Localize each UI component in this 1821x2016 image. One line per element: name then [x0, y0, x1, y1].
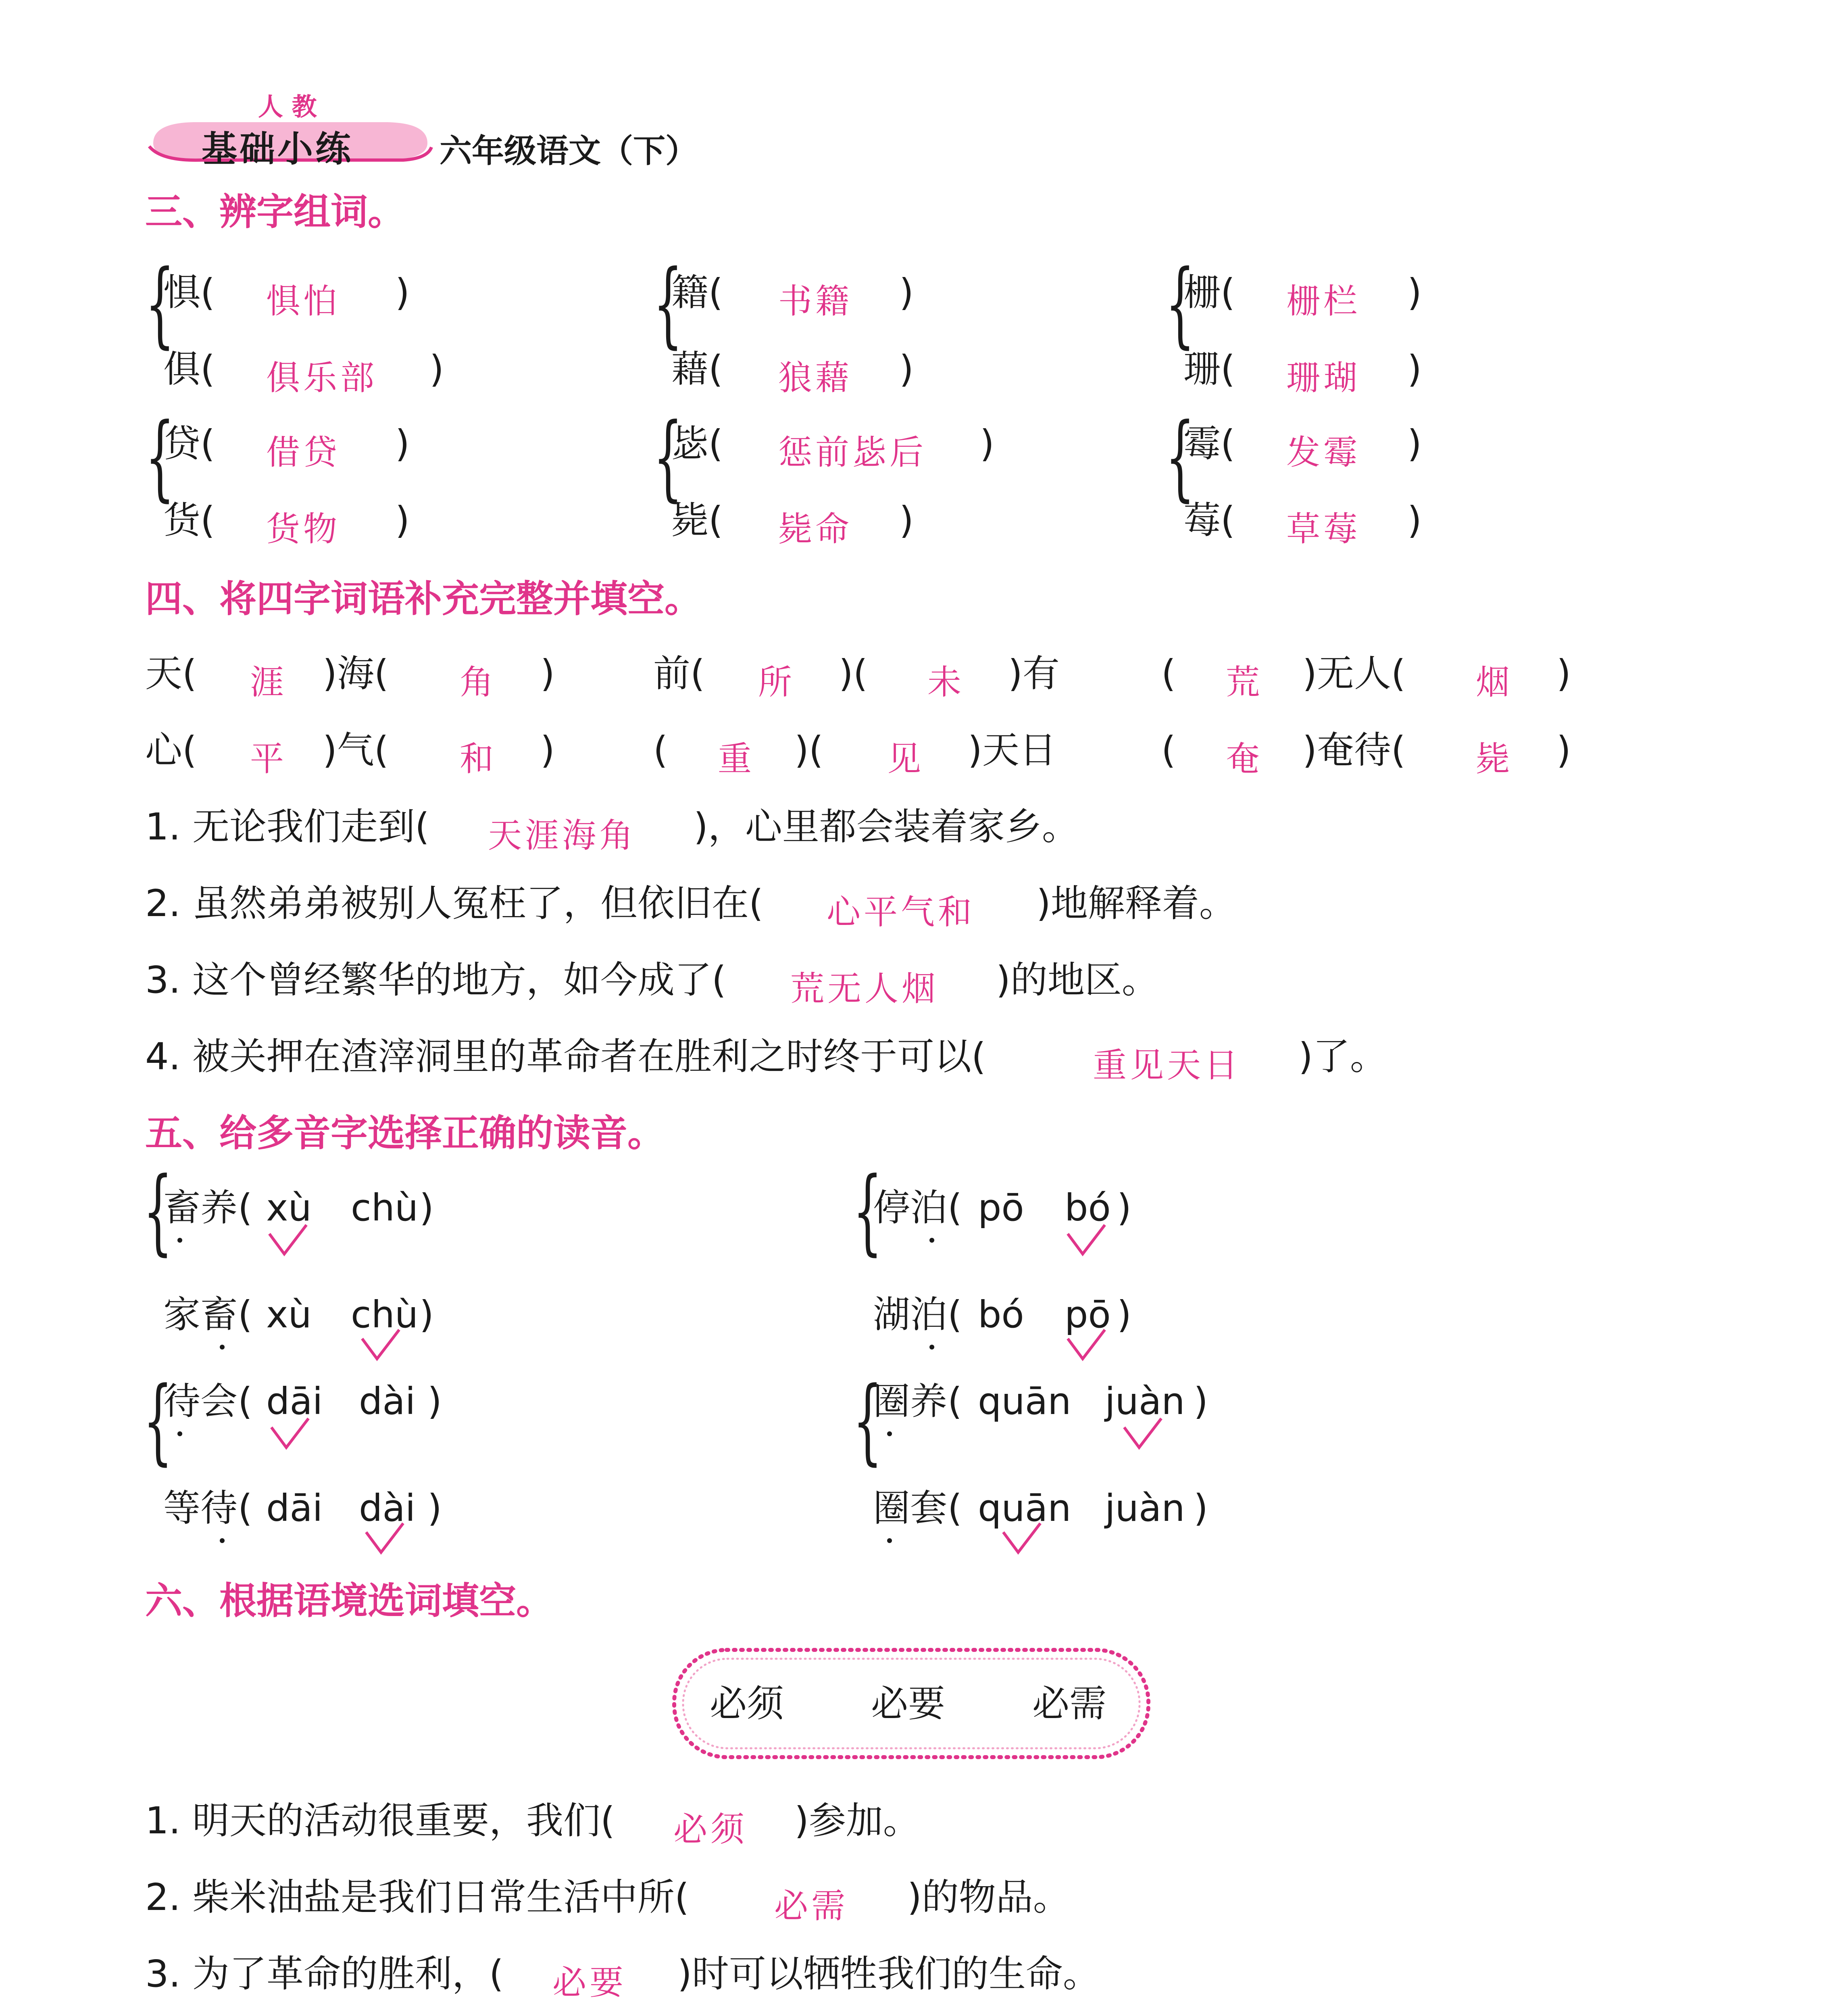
answer: 惩前毖后: [778, 433, 927, 472]
answer: 和: [460, 739, 497, 779]
idiom-text: 天(: [145, 652, 197, 695]
pinyin-option: xù: [266, 1186, 312, 1229]
answer: 惧怕: [266, 281, 341, 321]
idiom-text: )气(: [323, 729, 389, 772]
pinyin-option: bó: [978, 1293, 1024, 1336]
polyphone-word: 圈养: [873, 1380, 948, 1423]
answer: 栅栏: [1286, 281, 1361, 321]
check-icon: [268, 1415, 313, 1452]
edition-label: 人 教: [258, 92, 317, 121]
answer: 荒无人烟: [790, 969, 939, 1008]
answer: 所: [758, 662, 796, 702]
answer: 必须: [673, 1810, 748, 1849]
close-paren: ): [899, 348, 914, 391]
answer: 必要: [552, 1963, 627, 2002]
brace-icon: {: [853, 1367, 883, 1475]
emphasis-dot: [220, 1538, 225, 1543]
sentence-text: 4. 被关押在渣滓洞里的革命者在胜利之时终于可以(: [145, 1035, 986, 1078]
answer: 书籍: [778, 281, 853, 321]
answer: 心平气和: [827, 892, 975, 932]
idiom-text: )(: [794, 729, 823, 772]
answer: 发霉: [1286, 433, 1361, 472]
check-icon: [266, 1222, 310, 1258]
answer: 烟: [1476, 662, 1513, 702]
char-label: 货(: [163, 499, 215, 542]
sentence-text: )时可以牺牲我们的生命。: [677, 1952, 1100, 1995]
sentence-text: 2. 柴米油盐是我们日常生活中所(: [145, 1876, 689, 1919]
pinyin-option: pō: [978, 1186, 1024, 1229]
sentence-text: )的物品。: [907, 1876, 1070, 1919]
answer: 重: [718, 739, 755, 779]
polyphone-word: 等待: [163, 1487, 238, 1530]
pinyin-option: chù: [351, 1293, 419, 1336]
pinyin-option: dài: [359, 1380, 416, 1423]
close-paren: ): [1407, 271, 1422, 314]
close-paren: ): [1407, 422, 1422, 465]
sentence-text: )地解释着。: [1036, 882, 1236, 925]
char-label: 栅(: [1183, 271, 1235, 314]
idiom-text: )有: [1008, 652, 1060, 695]
close-paren: ): [395, 499, 410, 542]
pinyin-option: dāi: [266, 1487, 323, 1530]
section-4-title: 四、将四字词语补充完整并填空。: [145, 577, 702, 621]
check-icon: [1065, 1222, 1109, 1258]
close-paren: ): [1407, 348, 1422, 391]
polyphone-word: 圈套: [873, 1487, 948, 1530]
char-label: 藉(: [671, 348, 723, 391]
pinyin-option: bó: [1065, 1186, 1111, 1229]
emphasis-dot: [929, 1238, 934, 1243]
idiom-text: (: [653, 729, 668, 772]
close-paren: ): [395, 422, 410, 465]
answer: 借贷: [266, 433, 341, 472]
brace-icon: {: [653, 250, 683, 358]
word-option: 必需: [1032, 1682, 1107, 1725]
sentence-text: )，心里都会装着家乡。: [694, 805, 1079, 848]
sentence-text: )了。: [1298, 1035, 1387, 1078]
answer: 俱乐部: [266, 358, 378, 398]
char-label: 籍(: [671, 271, 723, 314]
answer: 奄: [1226, 739, 1263, 779]
answer: 荒: [1226, 662, 1263, 702]
close-paren: ): [899, 271, 914, 314]
idiom-text: 前(: [653, 652, 705, 695]
brace-icon: {: [853, 1158, 883, 1265]
emphasis-dot: [887, 1431, 892, 1436]
check-icon: [1065, 1327, 1109, 1363]
emphasis-dot: [177, 1431, 182, 1436]
section-5-title: 五、给多音字选择正确的读音。: [145, 1112, 665, 1155]
answer: 天涯海角: [488, 816, 637, 855]
pinyin-option: pō: [1065, 1293, 1111, 1336]
close-paren: ): [899, 499, 914, 542]
answer: 平: [250, 739, 288, 779]
idiom-text: )天日: [968, 729, 1056, 772]
idiom-text: ): [1556, 729, 1571, 772]
answer: 涯: [250, 662, 288, 702]
idiom-text: ): [540, 729, 555, 772]
answer: 狼藉: [778, 358, 853, 398]
close-paren: ): [395, 271, 410, 314]
brace-icon: {: [143, 1158, 173, 1265]
section-6-title: 六、根据语境选词填空。: [145, 1579, 554, 1622]
emphasis-dot: [887, 1538, 892, 1543]
sentence-text: 1. 明天的活动很重要，我们(: [145, 1799, 615, 1842]
char-label: 贷(: [163, 422, 215, 465]
brace-icon: {: [1165, 404, 1195, 511]
emphasis-dot: [220, 1345, 225, 1350]
answer: 见: [887, 739, 925, 779]
sentence-text: )参加。: [794, 1799, 920, 1842]
brace-icon: {: [653, 404, 683, 511]
brace-icon: {: [143, 1367, 173, 1475]
char-label: 毖(: [671, 422, 723, 465]
sentence-text: 3. 为了革命的胜利，(: [145, 1952, 504, 1995]
emphasis-dot: [177, 1238, 182, 1243]
close-paren: ): [429, 348, 444, 391]
idiom-text: ): [540, 652, 555, 695]
polyphone-word: 畜养: [163, 1186, 238, 1229]
char-label: 霉(: [1183, 422, 1235, 465]
answer: 重见天日: [1093, 1045, 1242, 1085]
pinyin-option: juàn: [1105, 1380, 1185, 1423]
close-paren: ): [980, 422, 994, 465]
idiom-text: (: [1161, 729, 1176, 772]
check-icon: [359, 1327, 403, 1363]
char-label: 毙(: [671, 499, 723, 542]
polyphone-word: 停泊: [873, 1186, 948, 1229]
answer: 草莓: [1286, 509, 1361, 549]
brace-icon: {: [145, 250, 175, 358]
idiom-text: )无人(: [1302, 652, 1406, 695]
close-paren: ): [1407, 499, 1422, 542]
pinyin-option: chù: [351, 1186, 419, 1229]
answer: 未: [927, 662, 965, 702]
idiom-text: (: [1161, 652, 1176, 695]
pinyin-option: dāi: [266, 1380, 323, 1423]
idiom-text: )(: [839, 652, 868, 695]
section-3-title: 三、辨字组词。: [145, 190, 405, 233]
polyphone-word: 待会: [163, 1380, 238, 1423]
idiom-text: ): [1556, 652, 1571, 695]
pinyin-option: dài: [359, 1487, 416, 1530]
pinyin-option: xù: [266, 1293, 312, 1336]
polyphone-word: 家畜: [163, 1293, 238, 1336]
brace-icon: {: [1165, 250, 1195, 358]
sentence-text: 3. 这个曾经繁华的地方，如今成了(: [145, 958, 726, 1002]
pinyin-option: quān: [978, 1380, 1071, 1423]
answer: 毙命: [778, 509, 853, 549]
book-title: 六年级语文（下）: [440, 132, 698, 170]
char-label: 惧(: [163, 271, 215, 314]
brace-icon: {: [145, 404, 175, 511]
emphasis-dot: [929, 1345, 934, 1350]
pinyin-option: juàn: [1105, 1487, 1185, 1530]
series-title: 基础小练: [202, 128, 354, 170]
check-icon: [363, 1520, 407, 1556]
sentence-text: )的地区。: [996, 958, 1159, 1002]
answer: 角: [460, 662, 497, 702]
word-option: 必要: [871, 1682, 946, 1725]
check-icon: [1121, 1415, 1165, 1452]
char-label: 莓(: [1183, 499, 1235, 542]
char-label: 俱(: [163, 348, 215, 391]
answer: 珊瑚: [1286, 358, 1361, 398]
check-icon: [1000, 1520, 1044, 1556]
polyphone-word: 湖泊: [873, 1293, 948, 1336]
pinyin-option: quān: [978, 1487, 1071, 1530]
sentence-text: 2. 虽然弟弟被别人冤枉了，但依旧在(: [145, 882, 763, 925]
idiom-text: )奄待(: [1302, 729, 1406, 772]
idiom-text: 心(: [145, 729, 197, 772]
char-label: 珊(: [1183, 348, 1235, 391]
answer: 货物: [266, 509, 341, 549]
sentence-text: 1. 无论我们走到(: [145, 805, 429, 848]
answer: 必需: [774, 1886, 849, 1926]
idiom-text: )海(: [323, 652, 389, 695]
answer: 毙: [1476, 739, 1513, 779]
word-option: 必须: [710, 1682, 784, 1725]
